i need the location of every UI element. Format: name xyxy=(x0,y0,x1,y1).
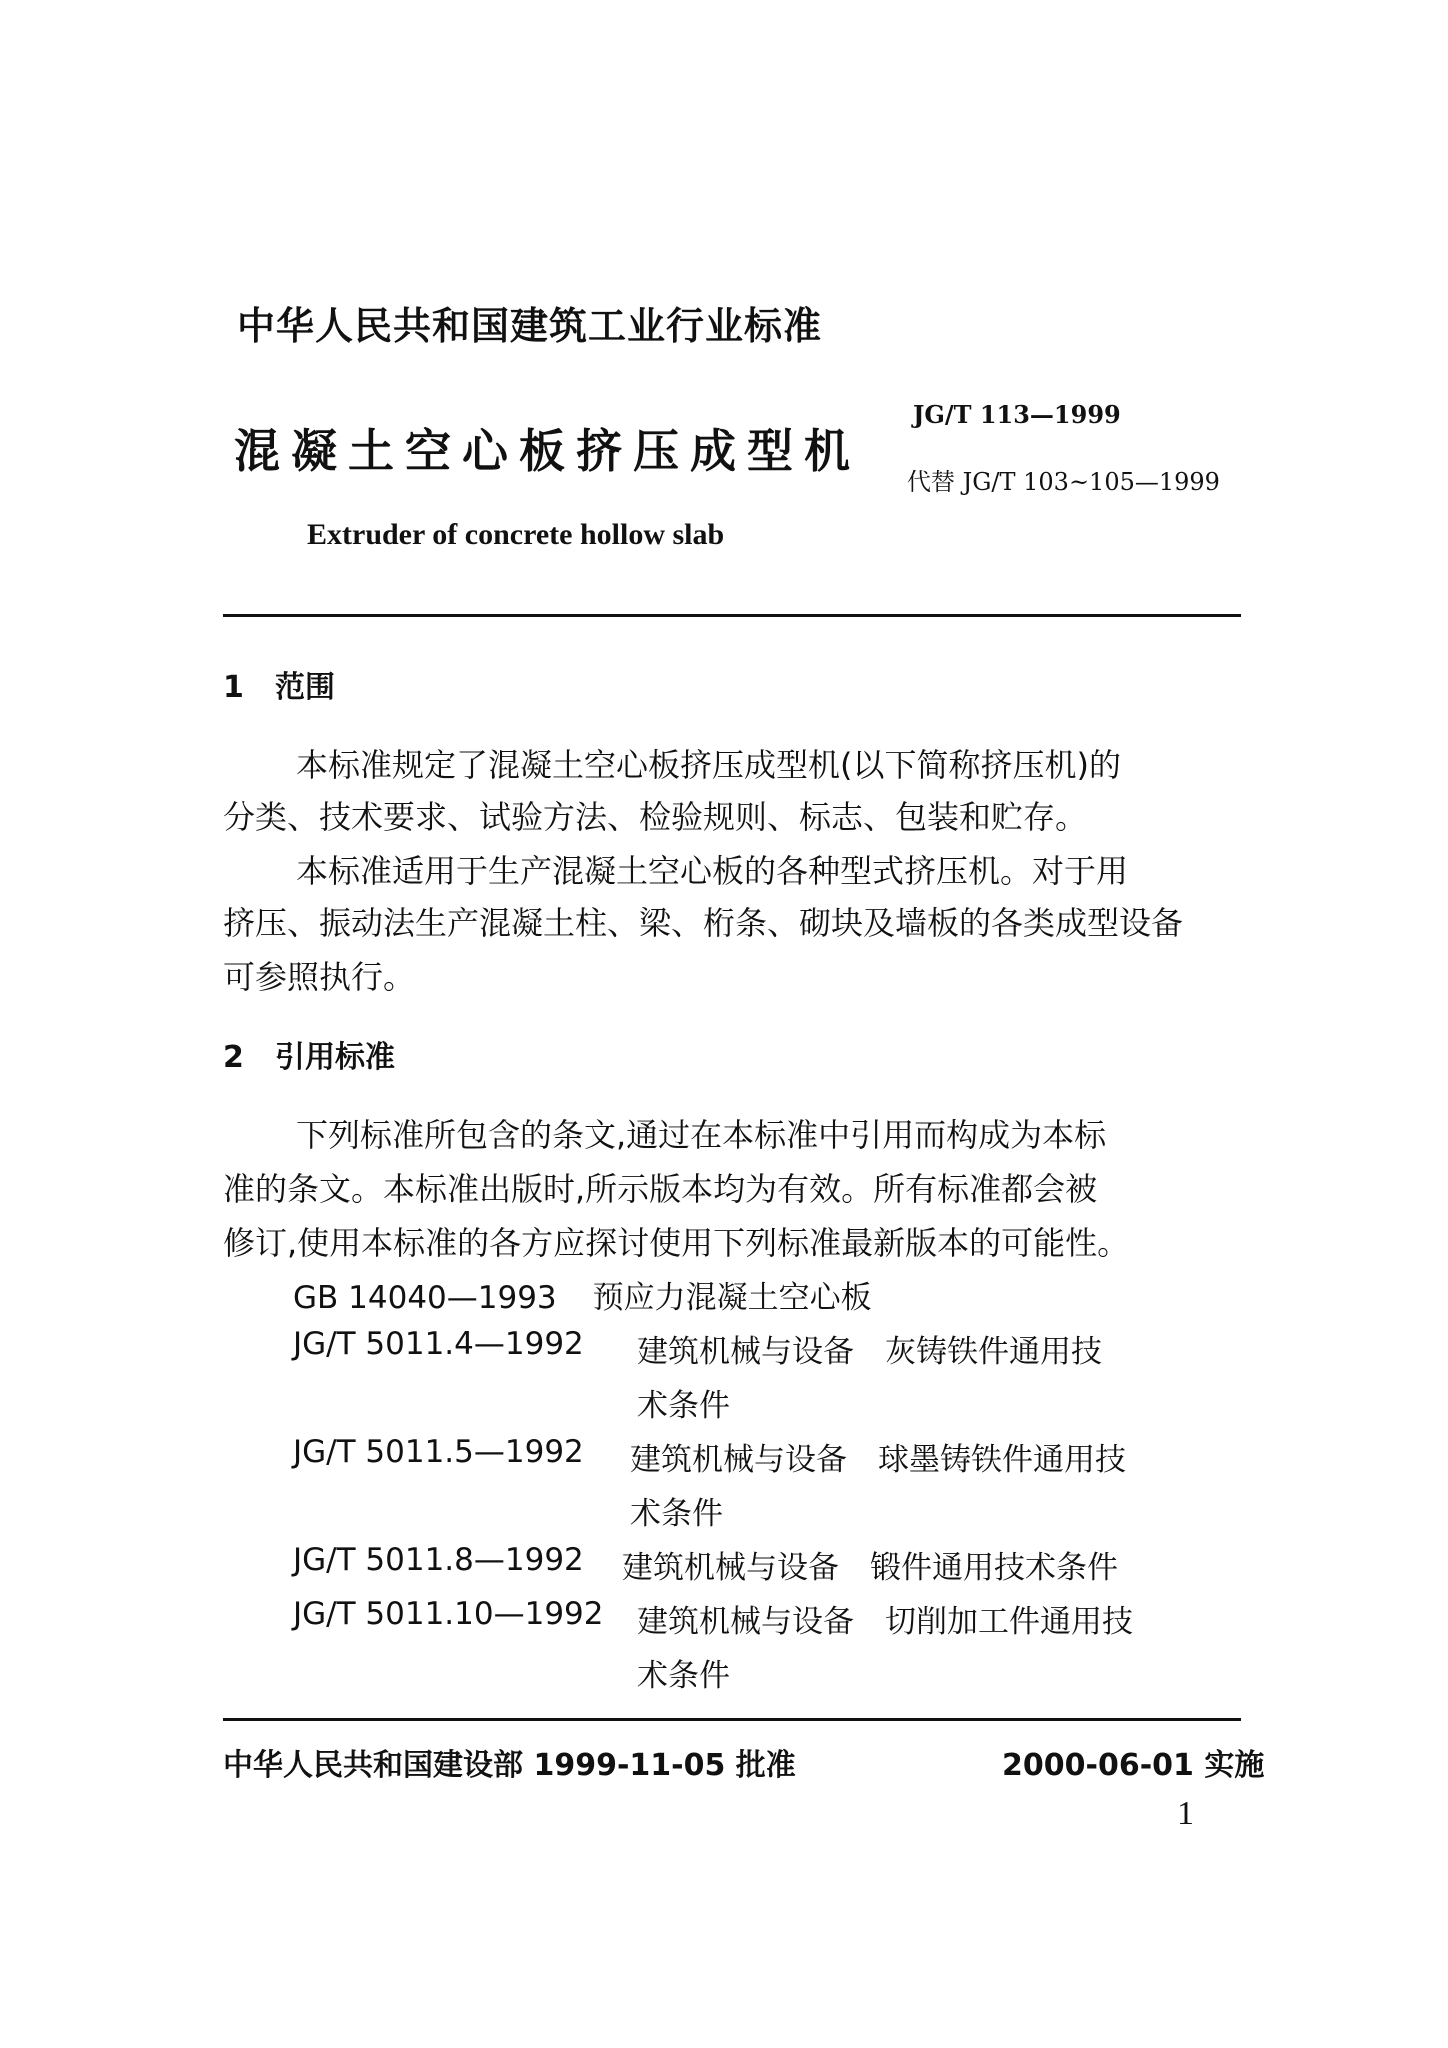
section-number: 2 xyxy=(223,1040,244,1075)
reference-code: JG/T 5011.10—1992 xyxy=(293,1596,604,1632)
page-number: 1 xyxy=(1177,1795,1194,1832)
reference-item xyxy=(293,1272,872,1317)
section-heading-scope xyxy=(223,662,335,706)
section-title: 范围 xyxy=(275,670,335,705)
reference-name: 建筑机械与设备 灰铸铁件通用技 xyxy=(637,1334,1102,1370)
header-divider xyxy=(223,614,1241,617)
replaces-standard: 代替 JG/T 103~105—1999 xyxy=(907,468,1220,496)
reference-name: 建筑机械与设备 球墨铸铁件通用技 xyxy=(630,1442,1126,1478)
paragraph-line: 下列标准所包含的条文,通过在本标准中引用而构成为本标 xyxy=(296,1116,1107,1154)
industry-standard-heading: 中华人民共和国建筑工业行业标准 xyxy=(237,304,823,348)
section-heading-references xyxy=(223,1032,395,1076)
paragraph-line: 可参照执行。 xyxy=(223,958,416,996)
document-title-english: Extruder of concrete hollow slab xyxy=(307,518,725,551)
implementation-date: 2000-06-01 实施 xyxy=(1002,1748,1265,1783)
section-number: 1 xyxy=(223,670,244,705)
reference-item xyxy=(293,1326,584,1362)
paragraph-line: 准的条文。本标准出版时,所示版本均为有效。所有标准都会被 xyxy=(223,1170,1098,1208)
reference-name-continued: 术条件 xyxy=(637,1658,730,1694)
reference-name: 建筑机械与设备 切削加工件通用技 xyxy=(637,1604,1133,1640)
section-title: 引用标准 xyxy=(275,1040,395,1075)
reference-name: 预应力混凝土空心板 xyxy=(592,1280,872,1316)
reference-item xyxy=(293,1434,584,1470)
reference-code: GB 14040—1993 xyxy=(293,1280,557,1316)
paragraph-line: 挤压、振动法生产混凝土柱、梁、桁条、砌块及墙板的各类成型设备 xyxy=(223,904,1184,942)
paragraph-line: 分类、技术要求、试验方法、检验规则、标志、包装和贮存。 xyxy=(223,798,1088,836)
reference-code: JG/T 5011.8—1992 xyxy=(293,1542,584,1578)
footer-divider xyxy=(223,1718,1241,1721)
paragraph-line: 本标准适用于生产混凝土空心板的各种型式挤压机。对于用 xyxy=(296,852,1129,890)
paragraph-line: 本标准规定了混凝土空心板挤压成型机(以下简称挤压机)的 xyxy=(296,746,1121,784)
document-title-chinese: 混凝土空心板挤压成型机 xyxy=(234,424,861,478)
reference-item xyxy=(293,1596,603,1632)
reference-code: JG/T 5011.4—1992 xyxy=(293,1326,584,1362)
reference-code: JG/T 5011.5—1992 xyxy=(293,1434,584,1470)
reference-name-continued: 术条件 xyxy=(637,1388,730,1424)
reference-name-continued: 术条件 xyxy=(630,1496,723,1532)
reference-item xyxy=(293,1542,584,1578)
standard-number: JG/T 113—1999 xyxy=(913,400,1121,429)
approval-note: 中华人民共和国建设部 1999-11-05 批准 xyxy=(223,1748,796,1783)
paragraph-line: 修订,使用本标准的各方应探讨使用下列标准最新版本的可能性。 xyxy=(223,1224,1130,1262)
reference-name: 建筑机械与设备 锻件通用技术条件 xyxy=(622,1550,1118,1586)
